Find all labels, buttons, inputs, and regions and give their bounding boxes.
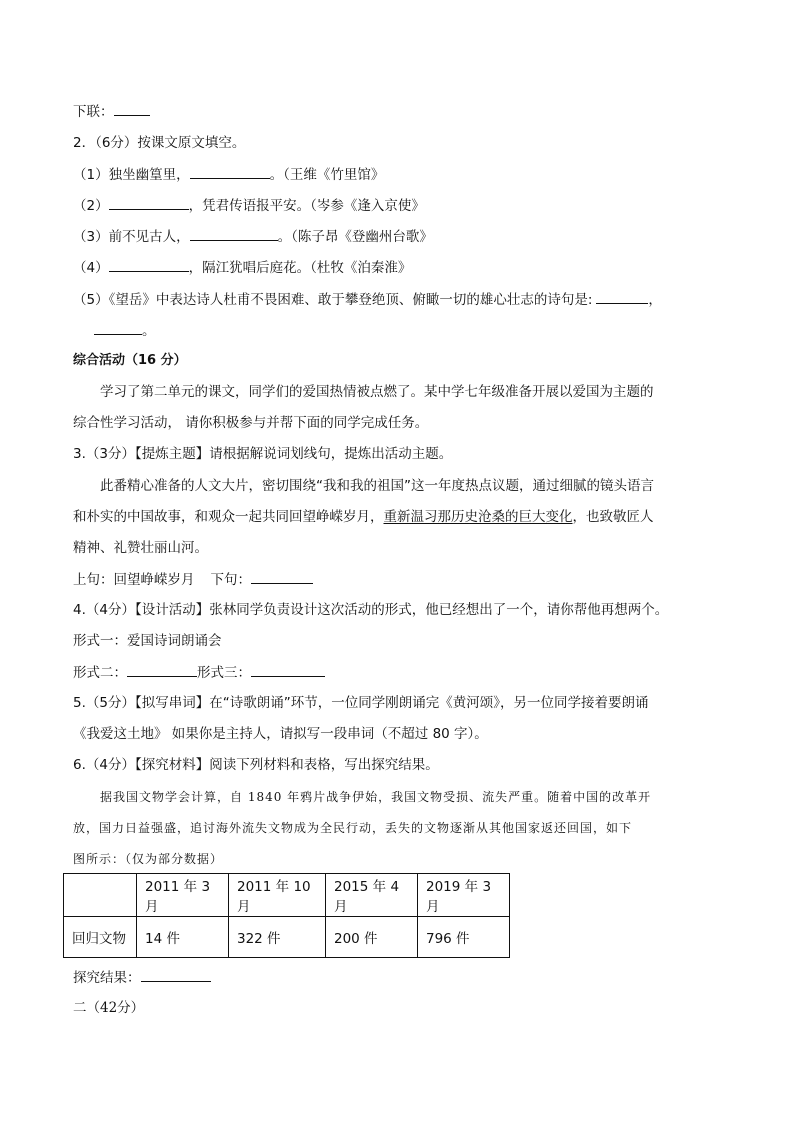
- q4-header: 4.（4分）【设计活动】张林同学负责设计这次活动的形式，他已经想出了一个，请你帮他再想两个。: [73, 602, 669, 618]
- answer-blank[interactable]: [251, 569, 313, 584]
- answer-blank[interactable]: [190, 164, 270, 179]
- table-cell: 14 件: [137, 917, 229, 958]
- q2-item-2: （2） ，凭君传语报平安。（岑参《逢入京使》: [73, 195, 425, 216]
- q3-answer-line: 上句：回望峥嵘岁月 下句：: [73, 569, 313, 590]
- q3-header: 3.（3分）【提炼主题】请根据解说词划线句，提炼出活动主题。: [73, 446, 453, 462]
- q1-lower-couplet-line: 下联：: [73, 101, 150, 122]
- table-cell: 200 件: [326, 917, 418, 958]
- table-row: [64, 917, 510, 958]
- q3-para-line2: 和朴实的中国故事，和观众一起共同回望峥嵘岁月，重新温习那历史沧桑的巨大变化，也致敬匠人: [73, 509, 654, 525]
- q5-header: 5.（5分）【拟写串词】在“诗歌朗诵”环节，一位同学刚朗诵完《黄河颂》，另一位同学接着要朗诵: [73, 695, 649, 711]
- table-cell: 322 件: [229, 917, 326, 958]
- section-intro-line1: 学习了第二单元的课文，同学们的爱国热情被点燃了。某中学七年级准备开展以爱国为主题的: [100, 384, 654, 400]
- q6-material-line1: 据我国文物学会计算，自 1840 年鸦片战争伊始，我国文物受损、流失严重。随着中国的改革开: [100, 790, 652, 804]
- answer-blank[interactable]: [114, 101, 150, 116]
- answer-blank[interactable]: [94, 320, 142, 335]
- q6-header: 6.（4分）【探究材料】阅读下列材料和表格，写出探究结果。: [73, 757, 439, 773]
- answer-blank[interactable]: [190, 226, 278, 241]
- answer-blank[interactable]: [127, 662, 197, 677]
- part2-title: 二（42分）: [73, 1000, 145, 1016]
- answer-blank[interactable]: [141, 967, 211, 982]
- q2-item-4: （4） ，隔江犹唱后庭花。（杜牧《泊秦淮》: [73, 257, 411, 278]
- table-row-label: 回归文物: [64, 917, 137, 958]
- table-header-cell: 2011 年 3 月: [137, 874, 229, 917]
- q6-material-line3: 图所示：（仅为部分数据）: [73, 852, 224, 866]
- q3-para-line3: 精神、礼赞壮丽山河。: [73, 540, 208, 556]
- table-header-cell: [64, 874, 137, 917]
- table-cell: 796 件: [418, 917, 510, 958]
- table-header-cell: 2019 年 3 月: [418, 874, 510, 917]
- answer-blank[interactable]: [251, 662, 325, 677]
- table-header-cell: 2015 年 4 月: [326, 874, 418, 917]
- answer-blank[interactable]: [109, 195, 189, 210]
- artifacts-table: [63, 873, 510, 958]
- section-intro-line2: 综合性学习活动， 请你积极参与并帮下面的同学完成任务。: [73, 415, 429, 431]
- q2-header: 2．（6分）按课文原文填空。: [73, 135, 246, 151]
- underlined-sentence: 重新温习那历史沧桑的巨大变化: [383, 509, 573, 525]
- q5-line2: 《我爱这土地》 如果你是主持人，请拟写一段串词（不超过 80 字）。: [73, 726, 488, 742]
- q2-item-5-cont: 。: [94, 320, 156, 341]
- table-header-row: [64, 874, 510, 917]
- q4-form2-3-line: 形式二： 形式三：: [73, 662, 325, 683]
- q2-item-5: （5）《望岳》中表达诗人杜甫不畏困难、敢于攀登绝顶、俯瞰一切的雄心壮志的诗句是: ，: [73, 289, 662, 310]
- q6-material-line2: 放，国力日益强盛，追讨海外流失文物成为全民行动，丢失的文物逐渐从其他国家返还回国，如下: [73, 821, 633, 835]
- q2-item-1: （1）独坐幽篁里， 。（王维《竹里馆》: [73, 164, 384, 185]
- q3-para-line1: 此番精心准备的人文大片，密切围绕“我和我的祖国”这一年度热点议题，通过细腻的镜头语言: [100, 478, 654, 494]
- q2-item-3: （3）前不见古人， 。（陈子昂《登幽州台歌》: [73, 226, 433, 247]
- q6-result-line: 探究结果：: [73, 967, 211, 988]
- section-title: 综合活动（16 分）: [73, 353, 187, 368]
- q4-form1: 形式一：爱国诗词朗诵会: [73, 633, 222, 649]
- answer-blank[interactable]: [109, 257, 189, 272]
- answer-blank[interactable]: [596, 289, 648, 304]
- table-header-cell: 2011 年 10 月: [229, 874, 326, 917]
